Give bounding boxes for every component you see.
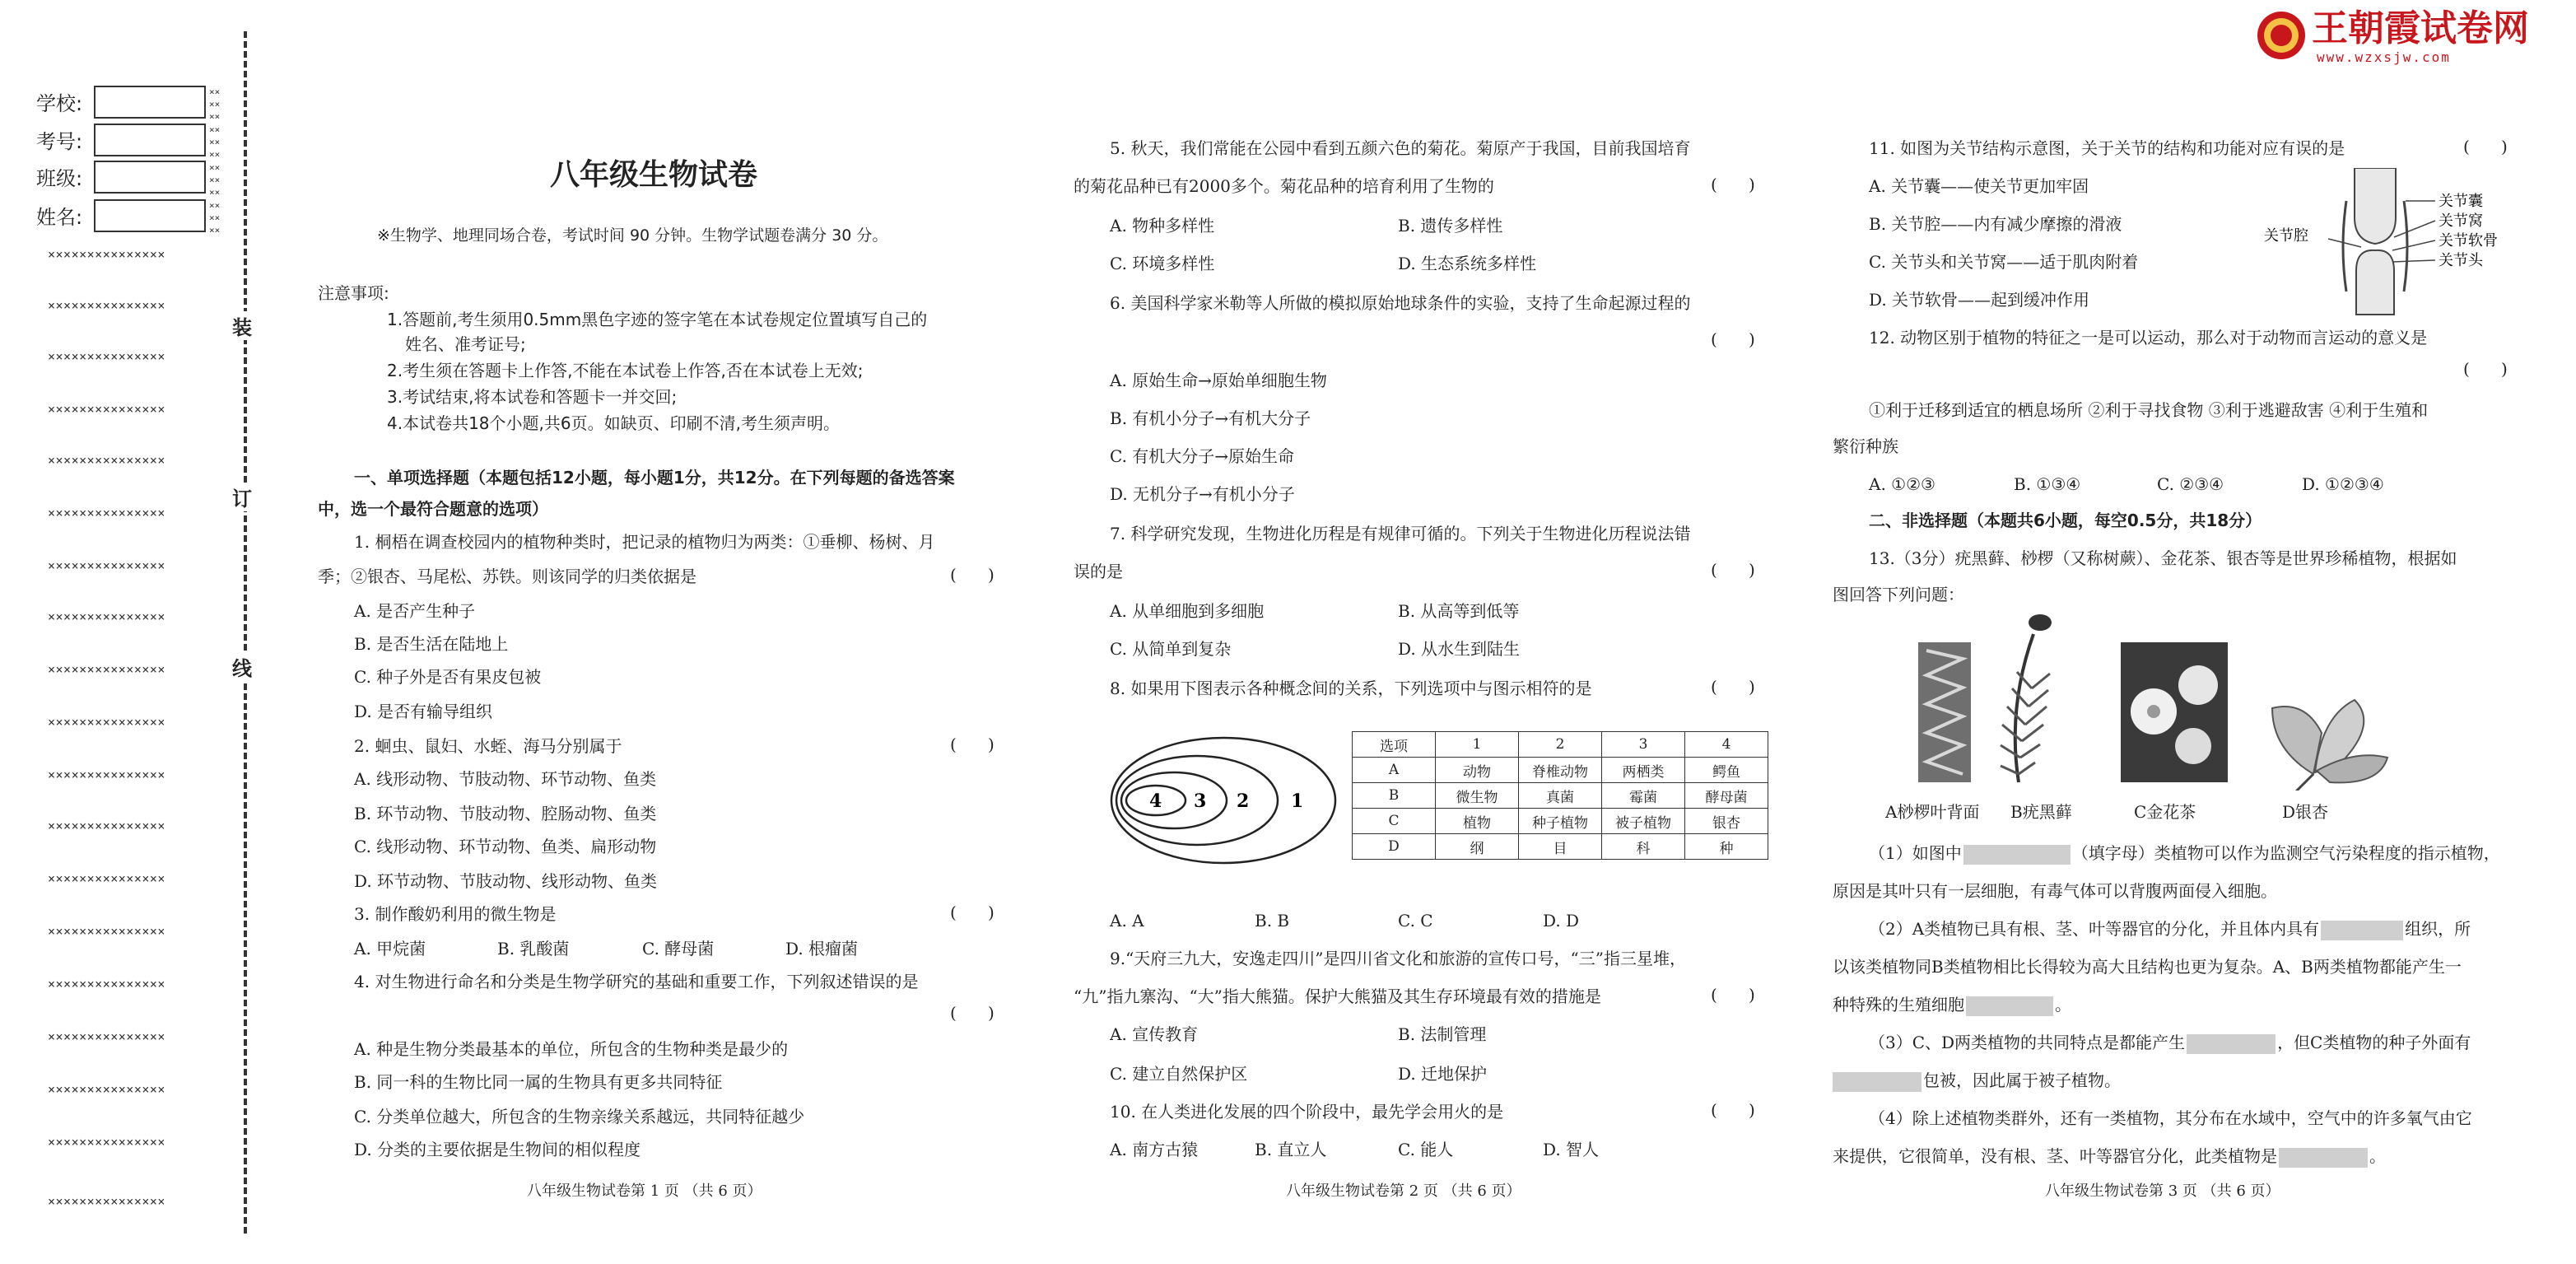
notes-heading: 注意事项: bbox=[318, 283, 389, 303]
name-field[interactable] bbox=[94, 199, 206, 232]
binding-label-zhuang: 装 bbox=[232, 311, 252, 340]
x-mark: ×× bbox=[209, 137, 221, 147]
q7-answer-paren: ( ) bbox=[1711, 560, 1755, 580]
q13-stem-cont: 图回答下列问题： bbox=[1833, 585, 1964, 604]
x-row: ××××××××××××××× bbox=[48, 247, 165, 262]
q12-answer-paren: ( ) bbox=[2463, 359, 2508, 379]
q8-stem: 8. 如果用下图表示各种概念间的关系，下列选项中与图示相符的是 bbox=[1110, 679, 1592, 698]
q12-option-b: B. ①③④ bbox=[2014, 474, 2081, 494]
table-cell: 目 bbox=[1519, 834, 1602, 860]
q4-option-b: B. 同一科的生物比同一属的生物具有更多共同特征 bbox=[354, 1072, 723, 1092]
q11-option-c: C. 关节头和关节窝——适于肌肉附着 bbox=[1869, 252, 2139, 272]
note-4: 4.本试卷共18个小题,共6页。如缺页、印刷不清,考生须声明。 bbox=[387, 413, 840, 433]
q13-sub4-cont bbox=[1833, 1145, 2386, 1168]
q7-option-b: B. 从高等到低等 bbox=[1398, 601, 1520, 621]
q2-option-b: B. 环节动物、节肢动物、腔肠动物、鱼类 bbox=[354, 804, 657, 823]
q3-option-a: A. 甲烷菌 bbox=[354, 939, 426, 958]
joint-label-socket: 关节窝 bbox=[2439, 212, 2483, 230]
x-row: ××××××××××××××× bbox=[48, 558, 165, 573]
x-row: ××××××××××××××× bbox=[48, 402, 165, 417]
q11-option-a: A. 关节囊——使关节更加牢固 bbox=[1869, 176, 2089, 196]
q6-stem: 6. 美国科学家米勒等人所做的模拟原始地球条件的实验，支持了生命起源过程的 bbox=[1110, 293, 1691, 313]
q4-option-d: D. 分类的主要依据是生物间的相似程度 bbox=[354, 1140, 641, 1159]
school-field[interactable] bbox=[94, 86, 206, 119]
q10-option-a: A. 南方古猿 bbox=[1110, 1140, 1199, 1159]
q5-option-b: B. 遗传多样性 bbox=[1398, 216, 1503, 236]
q8-options-table bbox=[1352, 731, 1768, 860]
q6-option-d: D. 无机分子→有机小分子 bbox=[1110, 484, 1295, 504]
q3-answer-paren: ( ) bbox=[950, 903, 995, 922]
q1-option-c: C. 种子外是否有果皮包被 bbox=[354, 667, 542, 687]
page-2-footer: 八年级生物试卷第 2 页 （共 6 页） bbox=[1286, 1182, 1521, 1200]
q6-option-b: B. 有机小分子→有机大分子 bbox=[1110, 408, 1311, 428]
q6-option-a: A. 原始生命→原始单细胞生物 bbox=[1110, 371, 1327, 390]
x-row: ××××××××××××××× bbox=[48, 715, 165, 730]
x-row: ××××××××××××××× bbox=[48, 819, 165, 833]
plant-caption-d: D银杏 bbox=[2282, 802, 2329, 822]
x-mark: ×× bbox=[209, 212, 221, 223]
q12-option-d: D. ①②③④ bbox=[2302, 474, 2384, 494]
note-3: 3.考试结束,将本试卷和答题卡一并交回; bbox=[387, 387, 678, 407]
table-cell: 动物 bbox=[1436, 758, 1519, 783]
table-cell: 植物 bbox=[1436, 809, 1519, 834]
nested-ellipse-diagram bbox=[1108, 733, 1339, 868]
q8-option-b: B. B bbox=[1255, 911, 1290, 931]
q2-option-c: C. 线形动物、环节动物、鱼类、扁形动物 bbox=[354, 837, 657, 856]
name-label: 姓名: bbox=[36, 206, 83, 229]
q1-option-a: A. 是否产生种子 bbox=[354, 601, 476, 621]
table-row bbox=[1353, 809, 1768, 834]
q9-answer-paren: ( ) bbox=[1711, 985, 1755, 1005]
x-mark: ×× bbox=[209, 99, 221, 110]
q12-option-a: A. ①②③ bbox=[1869, 474, 1935, 494]
table-cell: 霉菌 bbox=[1602, 783, 1685, 809]
q13-sub1 bbox=[1869, 842, 2500, 865]
plant-b-image bbox=[2001, 614, 2052, 782]
q6-option-c: C. 有机大分子→原始生命 bbox=[1110, 446, 1295, 466]
q2-option-d: D. 环节动物、节肢动物、线形动物、鱼类 bbox=[354, 871, 658, 891]
q9-option-b: B. 法制管理 bbox=[1398, 1024, 1487, 1044]
watermark-brand: 王朝霞试卷网 bbox=[2312, 7, 2529, 49]
q5-option-c: C. 环境多样性 bbox=[1110, 254, 1215, 273]
q1-stem: 1. 桐梧在调查校园内的植物种类时，把记录的植物归为两类：①垂柳、杨树、月 bbox=[354, 532, 935, 552]
x-row: ××××××××××××××× bbox=[48, 349, 165, 364]
page-1-footer: 八年级生物试卷第 1 页 （共 6 页） bbox=[527, 1182, 762, 1200]
q2-answer-paren: ( ) bbox=[950, 735, 995, 754]
answer-blank-6[interactable] bbox=[2279, 1148, 2368, 1168]
q13-sub4-end: 。 bbox=[2369, 1146, 2386, 1166]
exam-title: 八年级生物试卷 bbox=[550, 157, 758, 192]
q1-stem-cont: 季；②银杏、马尾松、苏铁。则该同学的归类依据是 bbox=[318, 567, 696, 586]
x-row: ××××××××××××××× bbox=[48, 298, 165, 313]
q1-option-d: D. 是否有输导组织 bbox=[354, 702, 493, 721]
q12-stem: 12. 动物区别于植物的特征之一是可以运动，那么对于动物而言运动的意义是 bbox=[1869, 328, 2428, 347]
q13-sub2-text: （2）A类植物已具有根、茎、叶等器官的分化，并且体内具有 bbox=[1869, 919, 2320, 939]
table-cell: 脊椎动物 bbox=[1519, 758, 1602, 783]
q8-option-d: D. D bbox=[1543, 911, 1580, 931]
q5-answer-paren: ( ) bbox=[1711, 175, 1755, 194]
table-cell: C bbox=[1353, 809, 1436, 834]
q13-sub3-text: （3）C、D两类植物的共同特点是都能产生 bbox=[1869, 1033, 2186, 1052]
section-1-heading-cont: 中，选一个最符合题意的选项） bbox=[318, 499, 548, 519]
section-2-heading: 二、非选择题（本题共6小题，每空0.5分，共18分） bbox=[1869, 511, 2262, 530]
x-row: ××××××××××××××× bbox=[48, 506, 165, 520]
answer-blank-5[interactable] bbox=[1833, 1072, 1922, 1092]
table-cell: 微生物 bbox=[1436, 783, 1519, 809]
q4-answer-paren: ( ) bbox=[950, 1003, 995, 1023]
exam-number-label: 考号: bbox=[36, 130, 83, 153]
q13-sub3 bbox=[1869, 1031, 2471, 1054]
q13-sub3-text-end: ，但C类植物的种子外面有 bbox=[2277, 1033, 2471, 1052]
x-row: ××××××××××××××× bbox=[48, 1082, 165, 1097]
q12-items: ①利于迁移到适宜的栖息场所 ②利于寻找食物 ③利于逃避敌害 ④利于生殖和 bbox=[1869, 400, 2429, 420]
table-cell: 种 bbox=[1685, 834, 1768, 860]
plant-caption-b: B疣黑藓 bbox=[2010, 802, 2072, 822]
note-1-cont: 姓名、准考证号; bbox=[405, 334, 526, 354]
q7-option-a: A. 从单细胞到多细胞 bbox=[1110, 601, 1265, 621]
x-mark: ×× bbox=[209, 111, 221, 122]
q7-stem-cont: 误的是 bbox=[1074, 562, 1123, 581]
q13-sub2-text-end: 组织，所 bbox=[2405, 919, 2471, 939]
x-mark: ×× bbox=[209, 200, 221, 211]
plant-d-image bbox=[2272, 700, 2387, 791]
table-cell: D bbox=[1353, 834, 1436, 860]
q8-option-a: A. A bbox=[1110, 911, 1144, 931]
q7-stem: 7. 科学研究发现，生物进化历程是有规律可循的。下列关于生物进化历程说法错 bbox=[1110, 524, 1691, 543]
q10-answer-paren: ( ) bbox=[1711, 1100, 1755, 1120]
watermark-logo bbox=[2256, 8, 2560, 66]
x-mark: ×× bbox=[209, 86, 221, 97]
table-cell: 两栖类 bbox=[1602, 758, 1685, 783]
table-cell: 种子植物 bbox=[1519, 809, 1602, 834]
binding-line bbox=[244, 31, 247, 1234]
x-row: ××××××××××××××× bbox=[48, 453, 165, 468]
x-mark: ×× bbox=[209, 187, 221, 198]
q9-option-a: A. 宣传教育 bbox=[1110, 1024, 1199, 1044]
q5-stem: 5. 秋天，我们常能在公园中看到五颜六色的菊花。菊原产于我国，目前我国培育 bbox=[1110, 138, 1691, 158]
q4-option-a: A. 种是生物分类最基本的单位，所包含的生物种类是最少的 bbox=[354, 1039, 789, 1059]
table-cell: 银杏 bbox=[1685, 809, 1768, 834]
q13-sub2-cont: 以该类植物同B类植物相比长得较为高大且结构也更为复杂。A、B两类植物都能产生一 bbox=[1833, 957, 2462, 977]
table-cell: B bbox=[1353, 783, 1436, 809]
binding-label-xian: 线 bbox=[232, 652, 252, 681]
q10-option-c: C. 能人 bbox=[1398, 1140, 1454, 1159]
ellipse-label-4: 4 bbox=[1149, 791, 1162, 812]
q3-option-d: D. 根瘤菌 bbox=[785, 939, 859, 958]
table-cell: 3 bbox=[1602, 732, 1685, 758]
q7-option-d: D. 从水生到陆生 bbox=[1398, 639, 1521, 659]
q13-sub1-cont: 原因是其叶只有一层细胞，有毒气体可以背腹两面侵入细胞。 bbox=[1833, 881, 2277, 901]
x-mark: ×× bbox=[209, 175, 221, 185]
x-row: ××××××××××××××× bbox=[48, 767, 165, 782]
table-cell: 酵母菌 bbox=[1685, 783, 1768, 809]
x-row: ××××××××××××××× bbox=[48, 662, 165, 677]
answer-blank-4[interactable] bbox=[2187, 1034, 2276, 1054]
q9-stem: 9.“天府三九大，安逸走四川”是四川省文化和旅游的宣传口号，“三”指三星堆， bbox=[1110, 949, 1686, 968]
q3-option-b: B. 乳酸菌 bbox=[497, 939, 570, 958]
table-cell: 2 bbox=[1519, 732, 1602, 758]
logo-emblem-icon bbox=[2256, 10, 2307, 61]
x-row: ××××××××××××××× bbox=[48, 1135, 165, 1150]
q2-option-a: A. 线形动物、节肢动物、环节动物、鱼类 bbox=[354, 769, 657, 789]
q13-sub1-text: （1）如图中 bbox=[1869, 843, 1962, 863]
table-cell: A bbox=[1353, 758, 1436, 783]
watermark-url: www.wzxsjw.com bbox=[2317, 49, 2451, 65]
ellipse-label-1: 1 bbox=[1291, 791, 1304, 812]
x-row: ××××××××××××××× bbox=[48, 1194, 165, 1209]
q11-option-b: B. 关节腔——内有减少摩擦的滑液 bbox=[1869, 214, 2122, 234]
table-row bbox=[1353, 758, 1768, 783]
table-row bbox=[1353, 834, 1768, 860]
ellipse-label-3: 3 bbox=[1194, 791, 1207, 812]
q8-answer-paren: ( ) bbox=[1711, 677, 1755, 697]
q10-stem: 10. 在人类进化发展的四个阶段中，最先学会用火的是 bbox=[1110, 1102, 1504, 1122]
q4-option-c: C. 分类单位越大，所包含的生物亲缘关系越远，共同特征越少 bbox=[354, 1107, 805, 1126]
q3-stem: 3. 制作酸奶利用的微生物是 bbox=[354, 904, 557, 924]
q5-stem-cont: 的菊花品种已有2000多个。菊花品种的培育利用了生物的 bbox=[1074, 176, 1494, 196]
table-cell: 4 bbox=[1685, 732, 1768, 758]
q13-sub2-line3-text: 种特殊的生殖细胞 bbox=[1833, 995, 1964, 1014]
q13-sub1-text-end: （填字母）类植物可以作为监测空气污染程度的指示植物， bbox=[2071, 843, 2500, 863]
q11-answer-paren: ( ) bbox=[2463, 137, 2508, 156]
q7-option-c: C. 从简单到复杂 bbox=[1110, 639, 1232, 659]
q5-option-d: D. 生态系统多样性 bbox=[1398, 254, 1537, 273]
q11-option-d: D. 关节软骨——起到缓冲作用 bbox=[1869, 290, 2090, 310]
table-cell: 纲 bbox=[1436, 834, 1519, 860]
q5-option-a: A. 物种多样性 bbox=[1110, 216, 1215, 236]
q13-sub4-cont-text: 来提供，它很简单，没有根、茎、叶等器官分化，此类植物是 bbox=[1833, 1146, 2277, 1166]
table-cell: 真菌 bbox=[1519, 783, 1602, 809]
q13-sub3-cont-text: 包被，因此属于被子植物。 bbox=[1923, 1070, 2121, 1090]
table-cell: 被子植物 bbox=[1602, 809, 1685, 834]
class-field[interactable] bbox=[94, 161, 206, 194]
q13-sub4: （4）除上述植物类群外，还有一类植物，其分布在水域中，空气中的许多氧气由它 bbox=[1869, 1108, 2472, 1128]
answer-blank-1[interactable] bbox=[1963, 845, 2071, 865]
plant-caption-c: C金花茶 bbox=[2134, 802, 2196, 822]
ellipse-3 bbox=[1121, 772, 1227, 828]
q9-stem-cont: “九”指九寨沟、“大”指大熊猫。保护大熊猫及其生存环境最有效的措施是 bbox=[1074, 986, 1601, 1006]
q4-stem: 4. 对生物进行命名和分类是生物学研究的基础和重要工作，下列叙述错误的是 bbox=[354, 972, 919, 991]
binding-label-ding: 订 bbox=[232, 483, 252, 511]
joint-label-cartilage: 关节软骨 bbox=[2439, 232, 2498, 250]
q13-sub2-end: 。 bbox=[2055, 995, 2071, 1014]
q12-option-c: C. ②③④ bbox=[2157, 474, 2224, 494]
exam-subtitle: ※生物学、地理同场合卷，考试时间 90 分钟。生物学试题卷满分 30 分。 bbox=[377, 226, 888, 245]
plant-images bbox=[1910, 609, 2536, 791]
x-row: ××××××××××××××× bbox=[48, 1029, 165, 1044]
q13-sub2 bbox=[1869, 917, 2471, 940]
page-3-footer: 八年级生物试卷第 3 页 （共 6 页） bbox=[2045, 1182, 2280, 1200]
table-cell: 选项 bbox=[1353, 732, 1436, 758]
q1-option-b: B. 是否生活在陆地上 bbox=[354, 634, 509, 654]
q13-stem: 13.（3分）疣黑藓、桫椤（又称树蕨）、金花茶、银杏等是世界珍稀植物，根据如 bbox=[1869, 548, 2457, 568]
x-mark: ×× bbox=[209, 225, 221, 236]
q8-option-c: C. C bbox=[1398, 911, 1433, 931]
q11-stem: 11. 如图为关节结构示意图，关于关节的结构和功能对应有误的是 bbox=[1869, 138, 2345, 158]
x-row: ××××××××××××××× bbox=[48, 924, 165, 939]
plant-caption-a: A桫椤叶背面 bbox=[1885, 802, 1980, 822]
q3-option-c: C. 酵母菌 bbox=[642, 939, 715, 958]
q10-option-b: B. 直立人 bbox=[1255, 1140, 1327, 1159]
joint-label-capsule: 关节囊 bbox=[2439, 193, 2483, 210]
plant-c-image bbox=[2121, 642, 2228, 782]
table-header-row bbox=[1353, 732, 1768, 758]
x-row: ××××××××××××××× bbox=[48, 609, 165, 624]
joint-diagram bbox=[2264, 168, 2511, 316]
q10-option-d: D. 智人 bbox=[1543, 1140, 1600, 1159]
q12-items-cont: 繁衍种族 bbox=[1833, 436, 1898, 456]
plant-a-image bbox=[1918, 642, 1971, 782]
q9-option-d: D. 迁地保护 bbox=[1398, 1064, 1488, 1084]
exam-number-field[interactable] bbox=[94, 124, 206, 156]
school-label: 学校: bbox=[36, 92, 83, 115]
q13-sub2-line3 bbox=[1833, 993, 2071, 1016]
table-cell: 1 bbox=[1436, 732, 1519, 758]
x-mark: ×× bbox=[209, 149, 221, 160]
answer-blank-3[interactable] bbox=[1966, 996, 2053, 1016]
table-row bbox=[1353, 783, 1768, 809]
joint-label-cavity: 关节腔 bbox=[2264, 227, 2308, 245]
q13-sub3-cont bbox=[1833, 1069, 2121, 1092]
x-mark: ×× bbox=[209, 124, 221, 135]
note-2: 2.考生须在答题卡上作答,不能在本试卷上作答,否在本试卷上无效; bbox=[387, 361, 864, 380]
x-row: ××××××××××××××× bbox=[48, 977, 165, 991]
answer-blank-2[interactable] bbox=[2321, 921, 2403, 940]
q1-answer-paren: ( ) bbox=[950, 565, 995, 585]
joint-label-head: 关节头 bbox=[2439, 252, 2483, 269]
section-1-heading: 一、单项选择题（本题包括12小题，每小题1分，共12分。在下列每题的备选答案 bbox=[354, 468, 955, 487]
q9-option-c: C. 建立自然保护区 bbox=[1110, 1064, 1248, 1084]
x-row: ××××××××××××××× bbox=[48, 871, 165, 886]
q6-answer-paren: ( ) bbox=[1711, 329, 1755, 349]
ellipse-label-2: 2 bbox=[1237, 791, 1250, 812]
x-mark: ×× bbox=[209, 162, 221, 173]
note-1: 1.答题前,考生须用0.5mm黑色字迹的签字笔在本试卷规定位置填写自己的 bbox=[387, 310, 928, 329]
class-label: 班级: bbox=[36, 167, 83, 190]
table-cell: 科 bbox=[1602, 834, 1685, 860]
q2-stem: 2. 蛔虫、鼠妇、水蛭、海马分别属于 bbox=[354, 736, 622, 756]
table-cell: 鳄鱼 bbox=[1685, 758, 1768, 783]
